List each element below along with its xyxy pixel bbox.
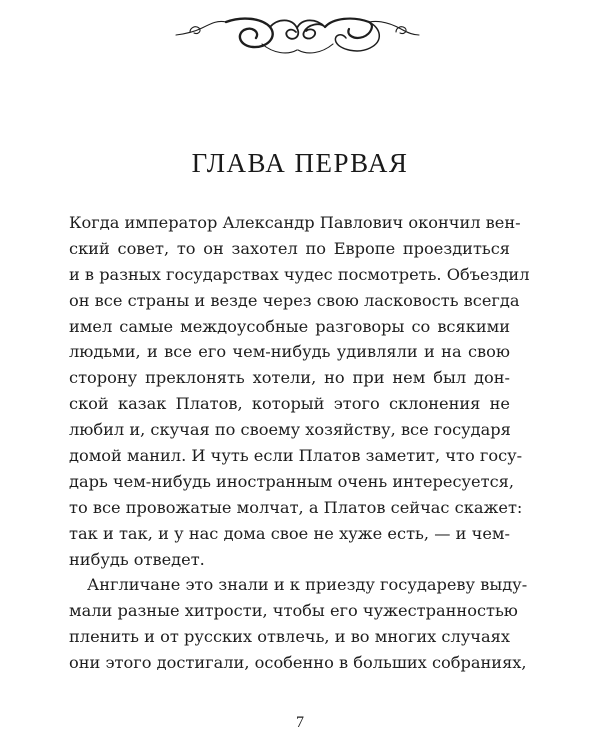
- text-line: пленить и от русских отвлечь, и во многих случаях: [69, 627, 510, 647]
- text-line: людьми, и все его чем-нибудь удивляли и на свою: [69, 342, 510, 362]
- text-line: Когда император Александр Павлович окончил вен-: [69, 213, 521, 232]
- text-line: сторону преклонять хотели, но при нем был дон-: [69, 368, 510, 388]
- page-number: 7: [296, 714, 304, 731]
- decorative-flourish-icon: [170, 8, 425, 60]
- body-text: [69, 210, 530, 676]
- text-line: Англичане это знали и к приезду государеву выду-: [87, 575, 528, 595]
- text-line: они этого достигали, особенно в больших собраниях,: [69, 653, 527, 673]
- text-line: любил и, скучая по своему хозяйству, все государя: [69, 420, 511, 440]
- text-line: дарь чем-нибудь иностранным очень интересуется,: [69, 471, 514, 491]
- chapter-title: ГЛАВА ПЕРВАЯ: [191, 148, 409, 178]
- text-line: и в разных государствах чудес посмотреть. Объездил: [69, 264, 530, 284]
- paragraph: [69, 210, 530, 572]
- text-line: то все провожатые молчат, а Платов сейчас скажет:: [69, 497, 523, 517]
- text-line: имел самые междоусобные разговоры со всякими: [69, 316, 510, 336]
- text-line: домой манил. И чуть если Платов заметит, что госу-: [69, 446, 523, 466]
- text-line: ской казак Платов, который этого склонения не: [69, 394, 510, 414]
- text-line: мали разные хитрости, чтобы его чужестранностью: [69, 601, 518, 621]
- text-line: он все страны и везде через свою ласковость всегда: [69, 290, 520, 310]
- text-line: ский совет, то он захотел по Европе проездиться: [69, 238, 510, 258]
- paragraph: [69, 572, 528, 676]
- text-line: нибудь отведет.: [69, 549, 205, 569]
- text-line: так и так, и у нас дома свое не хуже есть, — и чем-: [69, 523, 510, 543]
